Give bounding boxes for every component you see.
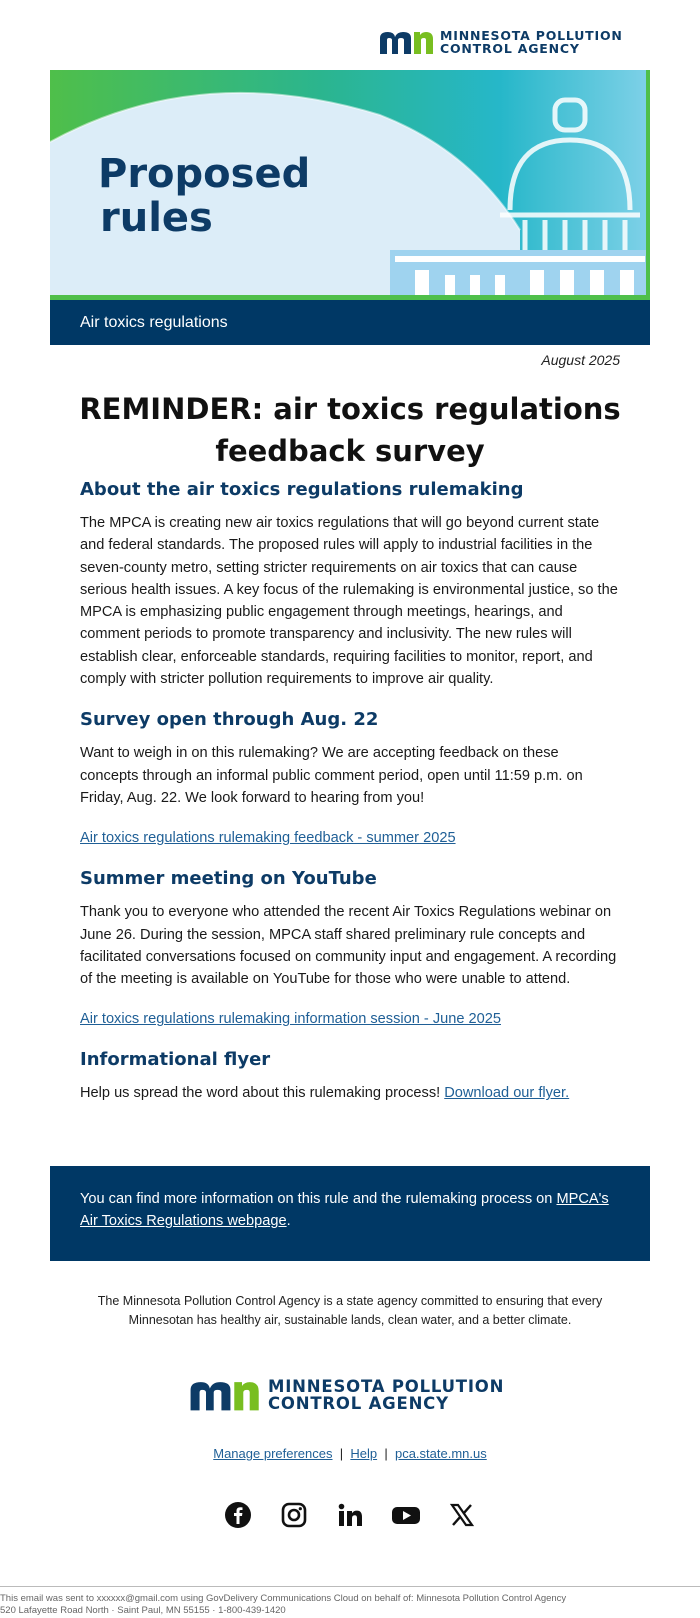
separator: | <box>384 1446 388 1461</box>
banner-title-line1: Proposed <box>98 151 311 197</box>
help-link[interactable]: Help <box>350 1446 378 1461</box>
email-disclaimer <box>0 1586 700 1617</box>
banner-title-line2: rules <box>100 195 213 241</box>
issue-date: August 2025 <box>541 352 620 368</box>
about-body: The MPCA is creating new air toxics regulations that will go beyond current state and federal standards. The proposed rules will apply to industrial facilities in the seven-county metro, setting stricter requirements on air toxics that can cause serious health issues. A key focus of the rulemaking is environmental justice, so the MPCA is emphasizing public engagement through meetings, hearings, and comment periods to promote transparency and inclusivity. The new rules will establish clear, enforceable standards, requiring facilities to monitor, report, and comply with stricter pollution requirements to improve air quality. <box>80 515 618 688</box>
mn-logo-icon <box>378 28 434 56</box>
survey-heading: Survey open through Aug. 22 <box>80 709 379 731</box>
page-headline: REMINDER: air toxics regulations feedback survey <box>79 392 621 468</box>
logo-line1: MINNESOTA POLLUTION <box>440 27 623 43</box>
flyer-heading: Informational flyer <box>80 1049 271 1071</box>
mpca-logo-header[interactable] <box>378 28 623 56</box>
facebook-icon[interactable] <box>223 1500 253 1530</box>
survey-link[interactable]: Air toxics regulations rulemaking feedback - summer 2025 <box>80 830 456 847</box>
flyer-paragraph <box>80 1082 620 1104</box>
meeting-heading: Summer meeting on YouTube <box>80 868 377 890</box>
x-icon[interactable] <box>447 1500 477 1530</box>
mpca-webpage-link[interactable]: MPCA's Air Toxics Regulations webpage <box>80 1191 609 1229</box>
about-heading: About the air toxics regulations rulemaking <box>80 479 524 500</box>
manage-preferences-link[interactable]: Manage preferences <box>213 1446 333 1461</box>
meeting-link[interactable]: Air toxics regulations rulemaking information session - June 2025 <box>80 1011 501 1028</box>
main-content <box>80 478 620 1123</box>
more-info-box <box>50 1166 650 1261</box>
mn-logo-icon <box>188 1377 260 1413</box>
separator: | <box>339 1446 344 1461</box>
flyer-link[interactable]: Download our flyer. <box>444 1085 570 1102</box>
disclaimer-line2: 520 Lafayette Road North · Saint Paul, MN 55155 · 1-800-439-1420 <box>0 1605 286 1616</box>
banner-title <box>98 152 310 240</box>
footer-links <box>0 1446 700 1461</box>
info-text: You can find more information on this rule and the rulemaking process on <box>80 1191 553 1207</box>
banner-strip <box>50 300 650 345</box>
instagram-icon[interactable] <box>279 1500 309 1530</box>
linkedin-icon[interactable] <box>335 1500 365 1530</box>
logo-line2: CONTROL AGENCY <box>440 41 580 56</box>
meeting-body: Thank you to everyone who attended the recent Air Toxics Regulations webinar on June 26. During the session, MPCA staff shared preliminary rule concepts and facilitated conversations focused on community input and engagement. A recording of the meeting is available on YouTube for those who were unable to attend. <box>80 904 617 988</box>
mission-statement: The Minnesota Pollution Control Agency is a state agency committed to ensuring that every Minnesotan has healthy air, sustainable lands, clean water, and a better climate. <box>97 1294 603 1327</box>
social-links <box>0 1500 700 1530</box>
info-end: . <box>286 1213 291 1229</box>
footer-logo-line2: CONTROL AGENCY <box>268 1394 449 1413</box>
website-link[interactable]: pca.state.mn.us <box>394 1446 487 1461</box>
youtube-icon[interactable] <box>391 1500 421 1530</box>
flyer-body: Help us spread the word about this rulemaking process! <box>80 1085 441 1102</box>
banner-strip-label: Air toxics regulations <box>80 313 228 331</box>
survey-body: Want to weigh in on this rulemaking? We are accepting feedback on these concepts through an informal public comment period, open until 11:59 p.m. on Friday, Aug. 22. We look forward to hearing from you! <box>80 745 583 806</box>
disclaimer-line1: This email was sent to xxxxxx@gmail.com using GovDelivery Communications Cloud on behalf of: Minnesota Pollution Control Agency <box>0 1593 567 1604</box>
mpca-logo-footer[interactable] <box>188 1377 504 1413</box>
proposed-rules-banner <box>50 70 650 345</box>
footer-logo-line1: MINNESOTA POLLUTION <box>268 1376 505 1396</box>
